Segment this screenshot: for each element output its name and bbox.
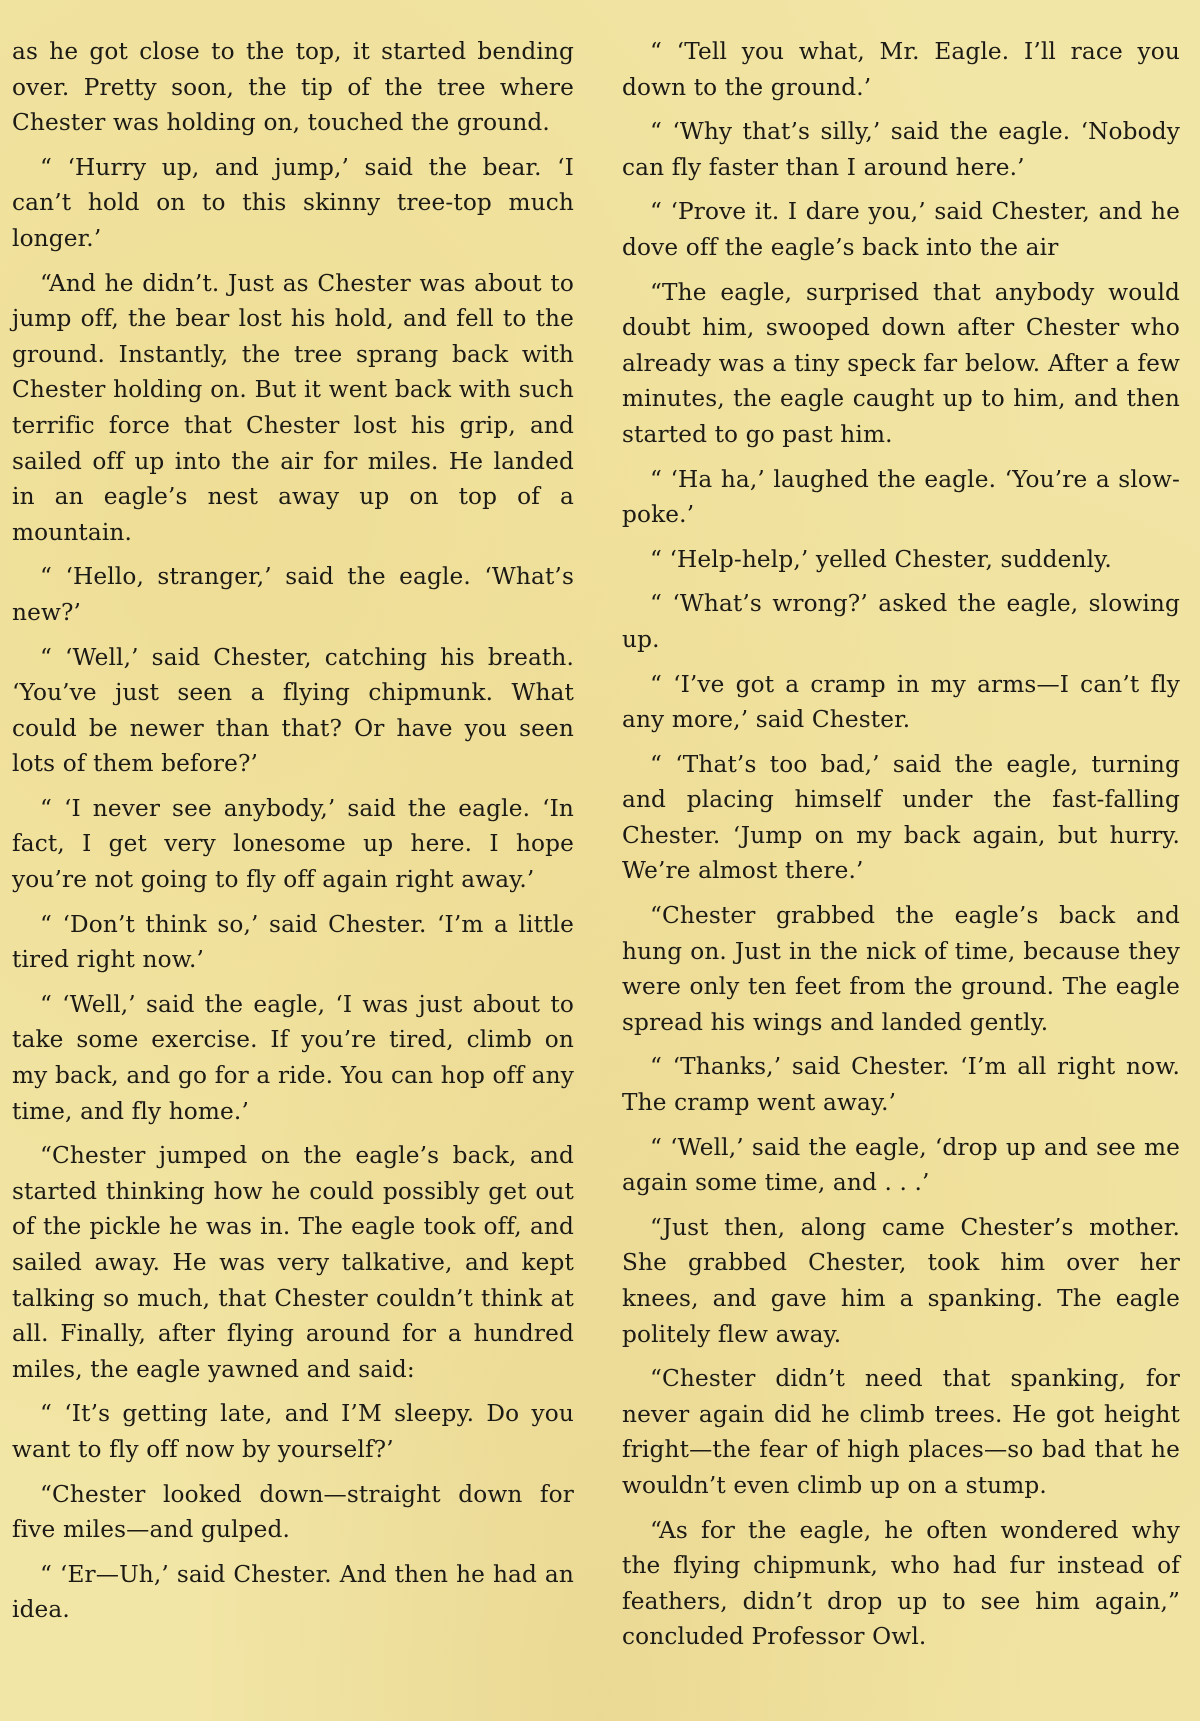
story-paragraph: “The eagle, surprised that anybody would doubt him, swooped down after Chester who already was a tiny speck far below. After a few minutes, the eagle caught up to him, and then started to go past him. [622,278,1180,448]
story-paragraph: “ ‘Why that’s silly,’ said the eagle. ‘Nobody can fly faster than I around here.’ [622,118,1180,181]
story-paragraph: “Chester didn’t need that spanking, for never again did he climb trees. He got height fright—the fear of high places—so bad that he wouldn’t even climb up on a stump. [622,1365,1180,1499]
story-paragraph: “ ‘Help-help,’ yelled Chester, suddenly. [650,545,1112,573]
story-paragraph: “Just then, along came Chester’s mother. She grabbed Chester, took him over her knees, and gave him a spanking. The eagle politely flew away. [622,1213,1180,1348]
story-paragraph: “ ‘Hello, stranger,’ said the eagle. ‘What’s new?’ [12,563,574,626]
story-paragraph: “ ‘Well,’ said the eagle, ‘drop up and see me again some time, and . . .’ [622,1133,1180,1197]
story-paragraph: “And he didn’t. Just as Chester was about to jump off, the bear lost his hold, and fell to the ground. Instantly, the tree sprang back with Chester holding on. But it went back with such terrific force that Chester lost his grip, and sailed off up into the air for miles. He landed in an eagle’s nest away up on top of a mountain. [12,269,574,546]
story-paragraph: “ ‘Hurry up, and jump,’ said the bear. ‘I can’t hold on to this skinny tree-top much longer.’ [12,153,574,252]
story-paragraph: “ ‘Thanks,’ said Chester. ‘I’m all right now. The cramp went away.’ [622,1053,1180,1117]
story-paragraph: “ ‘It’s getting late, and I’M sleepy. Do you want to fly off now by yourself?’ [12,1400,574,1463]
story-paragraph: “As for the eagle, he often wondered why the flying chipmunk, who had fur instead of feathers, didn’t drop up to see him again,” concluded Professor Owl. [622,1516,1180,1651]
story-paragraph: “ ‘Don’t think so,’ said Chester. ‘I’m a little tired right now.’ [12,910,574,974]
story-paragraph: “ ‘Ha ha,’ laughed the eagle. ‘You’re a slow-poke.’ [622,465,1180,529]
story-paragraph: “Chester grabbed the eagle’s back and hung on. Just in the nick of time, because they were only ten feet from the ground. The eagle spread his wings and landed gently. [622,902,1180,1036]
story-paragraph: “ ‘Well,’ said Chester, catching his breath. ‘You’ve just seen a flying chipmunk. What could be newer than that? Or have you seen lots of them before?’ [12,643,574,778]
left-text-column [12,34,574,1637]
story-paragraph: “Chester jumped on the eagle’s back, and started thinking how he could possibly get out of the pickle he was in. The eagle took off, and sailed away. He was very talkative, and kept talking so much, that Chester couldn’t think at all. Finally, after flying around for a hundred miles, the eagle yawned and said: [12,1142,574,1383]
right-text-column [622,34,1180,1664]
story-paragraph: “ ‘What’s wrong?’ asked the eagle, slowing up. [622,590,1180,653]
story-paragraph: “ ‘Er—Uh,’ said Chester. And then he had an idea. [12,1560,574,1624]
story-paragraph: “ ‘Prove it. I dare you,’ said Chester, and he dove off the eagle’s back into the air [622,198,1180,261]
story-paragraph: “ ‘Tell you what, Mr. Eagle. I’ll race you down to the ground.’ [622,38,1180,101]
story-paragraph: “ ‘I never see anybody,’ said the eagle. ‘In fact, I get very lonesome up here. I hope you’re not going to fly off again right away.’ [12,794,574,894]
story-paragraph: “ ‘I’ve got a cramp in my arms—I can’t fly any more,’ said Chester. [622,670,1180,734]
story-paragraph: as he got close to the top, it started bending over. Pretty soon, the tip of the tree where Chester was holding on, touched the ground. [12,38,574,137]
story-paragraph: “Chester looked down—straight down for five miles—and gulped. [12,1480,574,1544]
story-paragraph: “ ‘That’s too bad,’ said the eagle, turning and placing himself under the fast-falling Chester. ‘Jump on my back again, but hurry. We’re almost there.’ [622,750,1180,885]
story-paragraph: “ ‘Well,’ said the eagle, ‘I was just about to take some exercise. If you’re tired, climb on my back, and go for a ride. You can hop off any time, and fly home.’ [12,990,574,1125]
